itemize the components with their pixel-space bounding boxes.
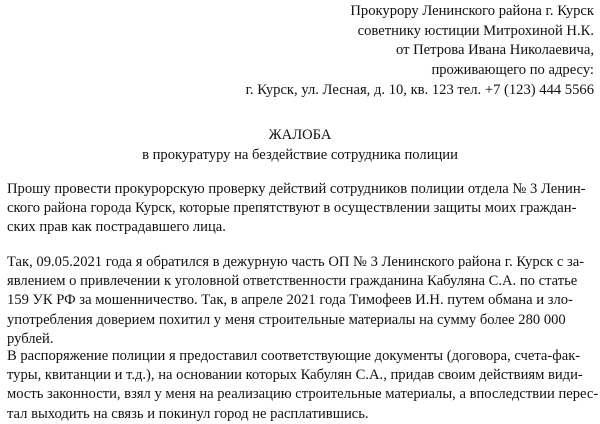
text-line: туры, квитанции и т.д.), на основании которых Кабулян С.А., придав своим действиям види-: [7, 367, 583, 384]
addressee-block: [246, 2, 594, 101]
text-line: ских прав как пострадавшего лица.: [7, 219, 226, 236]
text-line: тал выходить на связь и покинул город не расплатившись.: [7, 405, 369, 422]
text-line: ского района города Курск, которые препятствуют в осуществлении защиты моих граждан-: [7, 200, 577, 217]
text-line: 159 УК РФ за мошенничество. Так, в апреле 2021 года Тимофеев И.Н. путем обмана и зло-: [7, 292, 573, 309]
text-line: мость законности, взял у меня на реализацию строительные материалы, а впоследствии перес-: [7, 386, 599, 403]
text-line: Так, 09.05.2021 года я обратился в дежурную часть ОП № 3 Ленинского района г. Курск с за-: [7, 254, 585, 270]
paragraph-facts: [7, 253, 584, 349]
addressee-line: Прокурору Ленинского района г. Курск: [350, 3, 594, 19]
addressee-line: советнику юстиции Митрохиной Н.К.: [357, 22, 594, 39]
document-title: ЖАЛОБА: [268, 127, 332, 143]
sender-line: проживающего по адресу:: [431, 62, 594, 79]
text-line: употребления доверием похитил у меня строительные материалы на сумму более 280 000: [7, 311, 566, 328]
text-line: рублей.: [7, 330, 54, 347]
text-line: Прошу провести прокурорскую проверку действий сотрудников полиции отдела № 3 Ленин-: [7, 181, 586, 197]
sender-address-line: г. Курск, ул. Лесная, д. 10, кв. 123 тел. +7 (123) 444 5566: [245, 81, 594, 98]
text-line: явлением о привлечении к уголовной ответственности гражданина Кабуляна С.А. по статье: [7, 273, 578, 290]
paragraph-documents: [7, 347, 598, 424]
text-line: В распоряжение полиции я предоставил соответствующие документы (договора, счета-фак-: [7, 348, 581, 364]
paragraph-request: [7, 180, 586, 238]
document-subtitle: в прокуратуру на бездействие сотрудника полиции: [142, 147, 458, 163]
sender-line: от Петрова Ивана Николаевича,: [396, 42, 594, 59]
